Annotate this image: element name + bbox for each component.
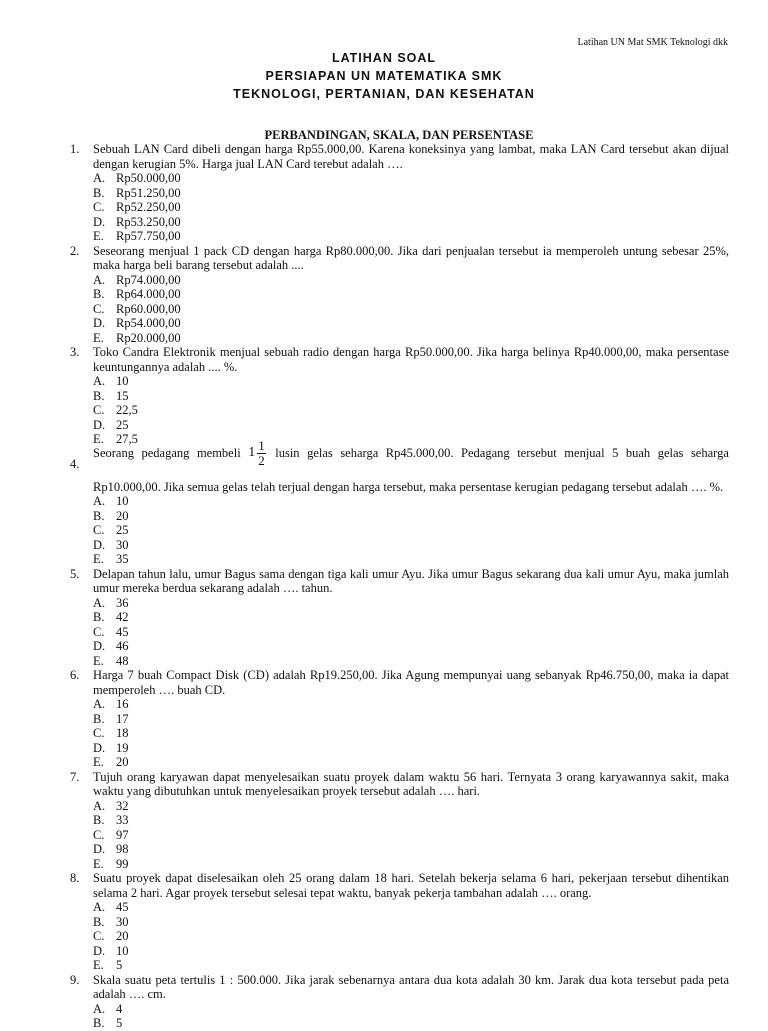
- option-letter: D.: [93, 842, 106, 856]
- option-letter: A.: [93, 697, 106, 711]
- option-letter: B.: [93, 185, 105, 200]
- answer-option: [93, 538, 729, 553]
- answer-option: [93, 215, 729, 230]
- question-word: menjual: [564, 446, 605, 461]
- answer-option: [93, 610, 729, 625]
- section-heading: PERBANDINGAN, SKALA, DAN PERSENTASE: [264, 128, 534, 142]
- option-text: 97: [116, 827, 129, 842]
- question-text: Seseorang menjual 1 pack CD dengan harga Rp80.000,00. Jika dari penjualan tersebut ia memperoleh untung sebesar 25%, maka harga beli barang tersebut adalah ....: [93, 243, 729, 272]
- option-letter: C.: [93, 726, 105, 740]
- question-number: 8.: [70, 871, 80, 885]
- question-item: [70, 770, 729, 872]
- question-text: Delapan tahun lalu, umur Bagus sama dengan tiga kali umur Ayu. Jika umur Bagus sekarang dua kali umur Ayu, maka jumlah umur mereka berdua sekarang adalah …. tahun.: [93, 566, 729, 595]
- option-text: 5: [116, 1016, 123, 1030]
- answer-option: [93, 302, 729, 317]
- question-word: 5: [612, 446, 619, 461]
- answer-option: [93, 552, 729, 567]
- answer-option: [93, 509, 729, 524]
- answer-option: [93, 229, 729, 244]
- option-letter: B.: [93, 914, 105, 929]
- answer-option: [93, 1002, 729, 1017]
- answer-option: [93, 316, 729, 331]
- answer-option: [93, 857, 729, 872]
- option-letter: D.: [93, 316, 106, 330]
- question-word: seharga: [690, 446, 729, 461]
- option-text: Rp57.750,00: [116, 229, 181, 243]
- option-letter: A.: [93, 798, 106, 813]
- question-text: Suatu proyek dapat diselesaikan oleh 25 orang dalam 18 hari. Setelah bekerja selama 6 hari, pekerjaan tersebut dihentikan selama 2 hari. Agar proyek tersebut selesai tepat waktu, banyak pekerja tambahan adalah …. orang.: [93, 871, 729, 900]
- answer-option: [93, 944, 729, 959]
- option-text: Rp74.000,00: [116, 272, 181, 287]
- option-letter: C.: [93, 929, 105, 943]
- option-text: 10: [116, 943, 129, 958]
- option-letter: E.: [93, 229, 104, 243]
- question-text: Harga 7 buah Compact Disk (CD) adalah Rp19.250,00. Jika Agung mempunyai uang sebanyak Rp46.750,00, maka ia dapat memperoleh …. buah CD.: [93, 668, 729, 697]
- option-text: 99: [116, 856, 129, 871]
- option-text: 4: [116, 1001, 123, 1016]
- question-text-line: [93, 435, 729, 473]
- question-number: 2.: [70, 243, 80, 258]
- option-list: [93, 596, 729, 669]
- question-word: gelas: [657, 446, 684, 461]
- title-line-3: TEKNOLOGI, PERTANIAN, DAN KESEHATAN: [233, 87, 535, 101]
- answer-option: [93, 389, 729, 404]
- option-text: 20: [116, 508, 129, 523]
- option-list: [93, 273, 729, 346]
- question-word: gelas: [307, 446, 333, 461]
- option-text: 45: [116, 624, 129, 639]
- option-list: [93, 494, 729, 567]
- option-letter: C.: [93, 624, 105, 639]
- answer-option: [93, 900, 729, 915]
- answer-option: [93, 697, 729, 712]
- option-letter: E.: [93, 856, 104, 871]
- answer-option: [93, 418, 729, 433]
- option-letter: A.: [93, 272, 106, 287]
- answer-option: [93, 1016, 729, 1031]
- answer-option: [93, 186, 729, 201]
- option-text: 45: [116, 900, 129, 914]
- option-letter: E.: [93, 330, 104, 345]
- option-letter: A.: [93, 900, 106, 914]
- option-text: 15: [116, 388, 129, 403]
- answer-option: [93, 842, 729, 857]
- running-header: Latihan UN Mat SMK Teknologi dkk: [577, 37, 728, 48]
- option-text: 22,5: [116, 403, 138, 417]
- option-letter: B.: [93, 388, 105, 403]
- option-text: 10: [116, 494, 129, 508]
- answer-option: [93, 523, 729, 538]
- option-text: 33: [116, 813, 129, 827]
- option-text: 20: [116, 929, 129, 943]
- option-text: 30: [116, 914, 129, 929]
- answer-option: [93, 741, 729, 756]
- question-item: [70, 871, 729, 973]
- option-text: Rp60.000,00: [116, 301, 181, 316]
- option-text: 18: [116, 726, 129, 740]
- option-letter: B.: [93, 711, 105, 726]
- question-word: buah: [625, 446, 651, 461]
- option-text: 25: [116, 417, 129, 432]
- question-number: 5.: [70, 566, 80, 581]
- question-item: [70, 668, 729, 770]
- question-word: Pedagang: [461, 446, 510, 461]
- question-text: Toko Candra Elektronik menjual sebuah radio dengan harga Rp50.000,00. Jika harga belinya Rp40.000,00, maka persentase keuntungannya adalah .... %.: [93, 345, 729, 374]
- question-text: Rp10.000,00. Jika semua gelas telah terjual dengan harga tersebut, maka persentase kerugian pedagang tersebut adalah …. %.: [93, 479, 724, 494]
- fraction-whole: 1: [248, 445, 256, 461]
- answer-option: [93, 755, 729, 770]
- question-item: [70, 244, 729, 346]
- answer-option: [93, 331, 729, 346]
- question-text: Skala suatu peta tertulis 1 : 500.000. Jika jarak sebenarnya antara dua kota adalah 30 km. Jarak dua kota tersebut pada peta adalah …. cm.: [93, 972, 729, 1001]
- option-text: 98: [116, 842, 129, 856]
- option-list: [93, 900, 729, 973]
- question-word: lusin: [275, 446, 300, 461]
- answer-option: [93, 200, 729, 215]
- question-word: membeli: [196, 446, 241, 461]
- answer-option: [93, 625, 729, 640]
- answer-option: [93, 596, 729, 611]
- title-line-1: LATIHAN SOAL: [331, 51, 437, 65]
- option-letter: A.: [93, 374, 106, 388]
- option-list: [93, 799, 729, 872]
- question-number: 4.: [70, 456, 80, 471]
- option-letter: C.: [93, 301, 105, 316]
- option-letter: B.: [93, 508, 105, 523]
- question-number: 1.: [70, 142, 80, 156]
- option-letter: C.: [93, 523, 105, 537]
- fraction-denominator: 2: [258, 453, 265, 468]
- option-text: 30: [116, 537, 129, 552]
- option-letter: B.: [93, 610, 105, 624]
- option-text: 27,5: [116, 432, 138, 446]
- option-letter: C.: [93, 827, 105, 842]
- question-list: [70, 142, 729, 1031]
- answer-option: [93, 958, 729, 973]
- option-text: 42: [116, 610, 129, 624]
- option-text: 20: [116, 755, 129, 769]
- question-word: pedagang: [141, 446, 190, 461]
- answer-option: [93, 813, 729, 828]
- option-text: 48: [116, 653, 129, 668]
- question-item: [70, 567, 729, 669]
- option-letter: A.: [93, 494, 106, 508]
- option-letter: E.: [93, 552, 104, 566]
- option-text: 17: [116, 711, 129, 726]
- option-letter: D.: [93, 214, 106, 229]
- answer-option: [93, 639, 729, 654]
- fraction-numerator: 1: [258, 438, 265, 453]
- option-letter: A.: [93, 1001, 106, 1016]
- answer-option: [93, 171, 729, 186]
- option-text: 5: [116, 958, 123, 972]
- answer-option: [93, 273, 729, 288]
- answer-option: [93, 828, 729, 843]
- question-item: [70, 973, 729, 1031]
- option-text: 46: [116, 639, 129, 653]
- option-text: Rp51.250,00: [116, 185, 181, 200]
- answer-option: [93, 654, 729, 669]
- question-number: 9.: [70, 972, 80, 987]
- document-titles: [0, 49, 768, 103]
- title-line-2: PERSIAPAN UN MATEMATIKA SMK: [265, 69, 503, 83]
- answer-option: [93, 915, 729, 930]
- option-letter: B.: [93, 813, 105, 827]
- question-word: Seorang: [93, 446, 134, 461]
- option-letter: D.: [93, 417, 106, 432]
- answer-option: [93, 403, 729, 418]
- answer-option: [93, 799, 729, 814]
- option-text: 19: [116, 740, 129, 755]
- question-item: [70, 142, 729, 244]
- question-text: Tujuh orang karyawan dapat menyelesaikan suatu proyek dalam waktu 56 hari. Ternyata 3 orang karyawannya sakit, maka waktu yang dibutuhkan untuk menyelesaikan proyek tersebut adalah …. hari.: [93, 769, 729, 798]
- option-text: Rp20.000,00: [116, 330, 181, 345]
- answer-option: [93, 494, 729, 509]
- option-text: Rp64.000,00: [116, 287, 181, 301]
- question-text: Sebuah LAN Card dibeli dengan harga Rp55.000,00. Karena koneksinya yang lambat, maka LAN Card tersebut akan dijual dengan kerugian 5%. Harga jual LAN Card terebut adalah ….: [93, 142, 729, 171]
- option-letter: E.: [93, 755, 104, 769]
- question-number: 3.: [70, 345, 80, 359]
- option-text: Rp52.250,00: [116, 200, 181, 214]
- mixed-fraction: [248, 439, 268, 468]
- option-letter: B.: [93, 1016, 105, 1030]
- answer-option: [93, 712, 729, 727]
- option-letter: A.: [93, 595, 106, 610]
- question-number: 6.: [70, 668, 80, 682]
- option-letter: C.: [93, 200, 105, 214]
- option-text: 25: [116, 523, 129, 537]
- option-list: [93, 171, 729, 244]
- option-letter: B.: [93, 287, 105, 301]
- option-text: 10: [116, 374, 129, 388]
- answer-option: [93, 929, 729, 944]
- option-letter: E.: [93, 432, 104, 446]
- answer-option: [93, 726, 729, 741]
- answer-option: [93, 287, 729, 302]
- option-letter: E.: [93, 653, 104, 668]
- option-list: [93, 1002, 729, 1031]
- option-letter: C.: [93, 403, 105, 417]
- question-word: tersebut: [517, 446, 557, 461]
- option-text: 32: [116, 798, 129, 813]
- option-text: Rp53.250,00: [116, 214, 181, 229]
- question-item: [70, 345, 729, 447]
- option-letter: D.: [93, 537, 106, 552]
- option-letter: A.: [93, 171, 106, 185]
- option-letter: E.: [93, 958, 104, 972]
- option-text: 36: [116, 595, 129, 610]
- answer-option: [93, 374, 729, 389]
- fraction: [257, 439, 266, 468]
- option-letter: D.: [93, 943, 106, 958]
- question-word: seharga: [340, 446, 379, 461]
- option-list: [93, 697, 729, 770]
- question-word: Rp45.000,00.: [385, 446, 454, 461]
- option-text: 16: [116, 697, 129, 711]
- option-text: Rp50.000,00: [116, 171, 181, 185]
- option-letter: D.: [93, 740, 106, 755]
- option-text: Rp54.000,00: [116, 316, 181, 330]
- option-text: 35: [116, 552, 129, 566]
- question-number: 7.: [70, 769, 80, 784]
- option-letter: D.: [93, 639, 106, 653]
